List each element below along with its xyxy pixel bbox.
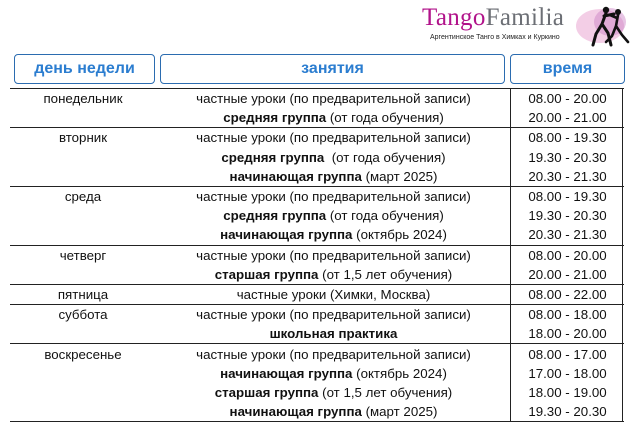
- class-description: [156, 267, 511, 282]
- column-divider: [622, 89, 623, 127]
- schedule-row: [10, 344, 624, 363]
- class-detail: (от года обучения): [324, 149, 446, 165]
- schedule-day-group: [10, 284, 624, 304]
- class-detail: частные уроки (по предварительной записи): [196, 346, 471, 362]
- schedule-row: [10, 383, 624, 402]
- column-divider: [622, 128, 623, 186]
- class-time: 20.30 - 21.30: [528, 227, 607, 243]
- schedule-row: [10, 167, 624, 186]
- class-detail: частные уроки (по предварительной записи): [196, 189, 471, 205]
- header-time: время: [510, 54, 625, 84]
- column-divider: [510, 285, 511, 304]
- class-time: 08.00 - 22.00: [528, 286, 607, 302]
- class-time: 08.00 - 19.30: [528, 130, 607, 146]
- schedule-row: [10, 402, 624, 421]
- class-time: 08.00 - 19.30: [528, 189, 607, 205]
- class-time: 08.00 - 20.00: [528, 247, 607, 263]
- column-divider: [510, 344, 511, 421]
- day-name: четверг: [59, 247, 107, 263]
- class-time: 20.30 - 21.30: [528, 168, 607, 184]
- class-description: [156, 287, 511, 302]
- class-description: [156, 248, 511, 263]
- class-time: 18.00 - 20.00: [528, 326, 607, 342]
- class-detail: (от 1,5 лет обучения): [318, 384, 453, 400]
- logo: [418, 2, 638, 48]
- class-detail: частные уроки (по предварительной записи): [196, 247, 471, 263]
- column-divider: [622, 246, 623, 284]
- class-detail: частные уроки (по предварительной записи): [196, 307, 471, 323]
- class-time: 17.00 - 18.00: [528, 365, 607, 381]
- class-description: [156, 110, 511, 125]
- column-divider: [510, 246, 511, 284]
- class-description: [156, 404, 511, 419]
- class-detail: (октябрь 2024): [352, 365, 447, 381]
- schedule-row: [10, 324, 624, 343]
- class-time: 08.00 - 17.00: [528, 346, 607, 362]
- class-group-name: старшая группа: [214, 384, 319, 400]
- class-detail: (март 2025): [361, 404, 438, 420]
- class-time: 18.00 - 19.00: [528, 384, 607, 400]
- column-divider: [622, 305, 623, 343]
- logo-subtitle: Аргентинское Танго в Химках и Куркино: [430, 34, 560, 41]
- schedule-row: [10, 246, 624, 265]
- class-time: 19.30 - 20.30: [528, 404, 607, 420]
- schedule-day-group: [10, 127, 624, 186]
- class-group-name: школьная практика: [269, 326, 398, 342]
- column-divider: [622, 344, 623, 421]
- class-group-name: средняя группа: [223, 110, 327, 126]
- schedule-row: [10, 108, 624, 127]
- schedule-row: [10, 89, 624, 108]
- class-description: [156, 150, 511, 165]
- class-description: [156, 227, 511, 242]
- class-description: [156, 307, 511, 322]
- day-name: вторник: [58, 130, 108, 146]
- class-detail: (март 2025): [361, 168, 438, 184]
- class-time: 08.00 - 18.00: [528, 307, 607, 323]
- day-name: пятница: [57, 286, 109, 302]
- class-group-name: начинающая группа: [229, 168, 362, 184]
- class-detail: частные уроки (Химки, Москва): [236, 286, 431, 302]
- class-description: [156, 208, 511, 223]
- schedule-row: [10, 285, 624, 304]
- schedule-day-group: [10, 245, 624, 284]
- class-time: 19.30 - 20.30: [528, 208, 607, 224]
- schedule-row: [10, 364, 624, 383]
- column-divider: [622, 187, 623, 245]
- schedule-day-group: [10, 186, 624, 245]
- class-time: 20.00 - 21.00: [528, 110, 607, 126]
- class-group-name: старшая группа: [214, 266, 319, 282]
- schedule-day-group: [10, 304, 624, 343]
- column-divider: [510, 305, 511, 343]
- day-name: среда: [64, 189, 102, 205]
- logo-title-tango: Tango: [422, 4, 486, 31]
- class-group-name: средняя группа: [221, 149, 325, 165]
- class-detail: (от года обучения): [326, 208, 444, 224]
- class-detail: частные уроки (по предварительной записи): [196, 130, 471, 146]
- class-description: [156, 91, 511, 106]
- class-description: [156, 326, 511, 341]
- class-group-name: начинающая группа: [220, 365, 353, 381]
- class-description: [156, 130, 511, 145]
- schedule-row: [10, 148, 624, 167]
- class-description: [156, 385, 511, 400]
- schedule-row: [10, 206, 624, 225]
- class-time: 08.00 - 20.00: [528, 91, 607, 107]
- class-group-name: начинающая группа: [220, 227, 353, 243]
- day-name: воскресенье: [44, 346, 122, 362]
- schedule-row: [10, 187, 624, 206]
- day-name: суббота: [58, 307, 108, 323]
- header-classes: занятия: [160, 54, 505, 84]
- schedule-row: [10, 225, 624, 244]
- class-time: 19.30 - 20.30: [528, 149, 607, 165]
- class-description: [156, 189, 511, 204]
- schedule-row: [10, 128, 624, 147]
- class-group-name: средняя группа: [223, 208, 327, 224]
- class-time: 20.00 - 21.00: [528, 266, 607, 282]
- schedule-day-group: [10, 343, 624, 422]
- column-divider: [510, 89, 511, 127]
- column-divider: [510, 187, 511, 245]
- class-group-name: начинающая группа: [229, 404, 362, 420]
- class-detail: (от года обучения): [326, 110, 444, 126]
- tango-dancers-icon: [566, 2, 638, 48]
- day-name: понедельник: [43, 91, 123, 107]
- logo-title-familia: Familia: [485, 4, 565, 31]
- header-day: день недели: [14, 54, 155, 84]
- class-detail: (от 1,5 лет обучения): [318, 266, 453, 282]
- column-divider: [510, 128, 511, 186]
- schedule-table: [10, 88, 624, 422]
- class-detail: (октябрь 2024): [352, 227, 447, 243]
- schedule-row: [10, 265, 624, 284]
- class-description: [156, 366, 511, 381]
- class-description: [156, 169, 511, 184]
- logo-title: [422, 4, 564, 32]
- column-divider: [622, 285, 623, 304]
- class-detail: частные уроки (по предварительной записи): [196, 91, 471, 107]
- schedule-day-group: [10, 88, 624, 127]
- class-description: [156, 347, 511, 362]
- schedule-row: [10, 305, 624, 324]
